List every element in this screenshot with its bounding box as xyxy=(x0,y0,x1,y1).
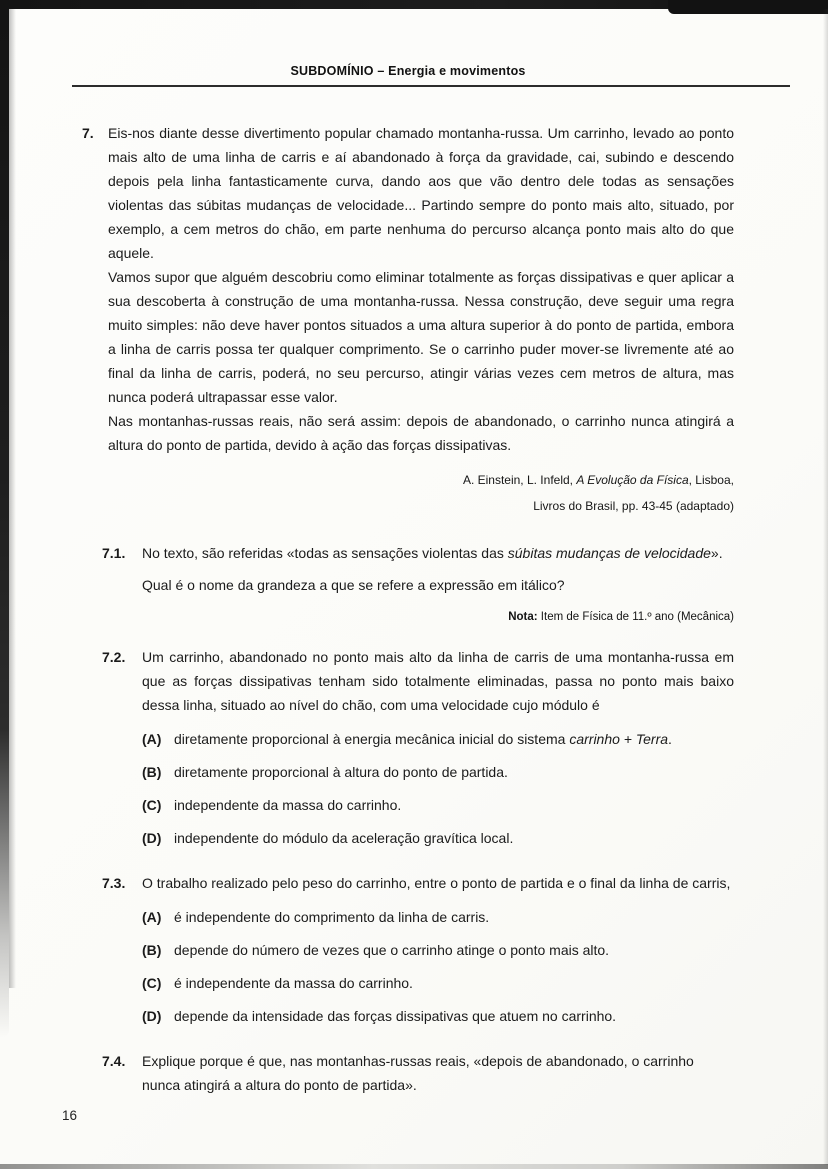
question-7 xyxy=(82,121,734,457)
question-7-3-stem: O trabalho realizado pelo peso do carrinho, entre o ponto de partida e o final da linha de carris, xyxy=(142,875,731,891)
option-a-pre: diretamente proporcional à energia mecânica inicial do sistema xyxy=(174,731,570,747)
scan-edge-bottom xyxy=(0,1164,828,1169)
option-label-d: (D) xyxy=(142,1008,162,1024)
option-7-3-a xyxy=(142,906,734,928)
header-title: SUBDOMÍNIO – Energia e movimentos xyxy=(290,64,526,78)
option-label-c: (C) xyxy=(142,975,162,991)
attribution xyxy=(82,467,734,519)
option-a-italic: carrinho + Terra xyxy=(569,731,669,747)
option-7-3-b xyxy=(142,939,734,961)
option-text-d: independente do módulo da aceleração gravítica local. xyxy=(174,830,514,846)
attribution-place: , Lisboa, xyxy=(688,473,734,487)
option-7-2-d xyxy=(142,827,734,849)
question-7-2-stem: Um carrinho, abandonado no ponto mais alto da linha de carris de uma montanha-russa em que as forças dissipativas tenham sido totalmente eliminadas, passa no ponto mais baixo dessa linha, situado ao nível do chão, com uma velocidade cujo módulo é xyxy=(142,649,734,713)
option-text-b: depende do número de vezes que o carrinho atinge o ponto mais alto. xyxy=(174,942,610,958)
question-7-1-line-1 xyxy=(142,541,734,565)
question-7-4-statement: Explique porque é que, nas montanhas-russas reais, «depois de abandonado, o carrinho nunca atingirá a altura do ponto de partida». xyxy=(142,1053,694,1093)
question-7-1-number: 7.1. xyxy=(102,545,126,561)
page-content xyxy=(82,0,734,1097)
option-text-a: é independente do comprimento da linha de carris. xyxy=(174,909,490,925)
question-7-paragraph-2: Vamos supor que alguém descobriu como eliminar totalmente as forças dissipativas e quer aplicar a sua descoberta à construção de uma montanha-russa. Nessa construção, deve seguir uma regra muito simples: não deve haver pontos situados a uma altura superior à do ponto de partida, embora a linha de carris possa ter qualquer comprimento. Se o carrinho puder mover-se livremente até ao final da linha de carris, poderá, no seu percurso, atingir várias vezes cem metros de altura, mas nunca poderá ultrapassar esse valor. xyxy=(108,269,734,405)
option-text-c: é independente da massa do carrinho. xyxy=(174,975,413,991)
attribution-line-2: Livros do Brasil, pp. 43-45 (adaptado) xyxy=(533,499,734,513)
question-7-4-text xyxy=(142,1049,734,1097)
option-text-c: independente da massa do carrinho. xyxy=(174,797,402,813)
page-header xyxy=(82,64,734,87)
option-7-2-c xyxy=(142,794,734,816)
option-label-c: (C) xyxy=(142,797,162,813)
quote-italic: súbitas mudanças de velocidade xyxy=(507,545,711,561)
attribution-line-1 xyxy=(82,467,734,493)
option-label-b: (B) xyxy=(142,942,162,958)
question-7-1-text xyxy=(142,541,734,597)
question-7-3 xyxy=(102,871,734,1027)
option-label-b: (B) xyxy=(142,764,162,780)
question-7-3-text xyxy=(142,871,734,1027)
question-7-number: 7. xyxy=(82,125,94,141)
question-7-2-text xyxy=(142,645,734,849)
scan-edge-right xyxy=(823,9,828,1165)
question-7-3-options xyxy=(142,906,734,1027)
question-7-1 xyxy=(102,541,734,597)
option-7-2-b xyxy=(142,761,734,783)
option-7-3-d xyxy=(142,1005,734,1027)
option-text-a xyxy=(174,728,734,750)
option-a-post: . xyxy=(668,731,672,747)
option-7-2-a xyxy=(142,728,734,750)
option-text-d: depende da intensidade das forças dissipativas que atuem no carrinho. xyxy=(174,1008,617,1024)
question-7-1-line-2: Qual é o nome da grandeza a que se refere a expressão em itálico? xyxy=(142,577,565,593)
option-7-3-c xyxy=(142,972,734,994)
quote-post: ». xyxy=(710,545,723,561)
option-label-d: (D) xyxy=(142,830,162,846)
book-title: A Evolução da Física xyxy=(576,473,689,487)
question-7-4 xyxy=(102,1049,734,1097)
header-rule xyxy=(72,85,790,87)
nota-text: Item de Física de 11.º ano (Mecânica) xyxy=(537,611,734,623)
question-7-paragraph-1: Eis-nos diante desse divertimento popular chamado montanha-russa. Um carrinho, levado ao ponto mais alto de uma linha de carris e aí abandonado à força da gravidade, cai, subindo e descendo depois pela linha fantasticamente curva, dando aos que vão dentro dele todas as sensações violentas das súbitas mudanças de velocidade... Partindo sempre do ponto mais alto, situado, por exemplo, a cem metros do chão, em parte nenhuma do percurso alcança ponto mais alto do que aquele. xyxy=(108,125,734,261)
quote-pre: No texto, são referidas «todas as sensações violentas das xyxy=(142,545,508,561)
question-7-text xyxy=(108,121,734,457)
page-number: 16 xyxy=(62,1108,78,1123)
nota-label: Nota: xyxy=(508,611,538,623)
question-7-3-number: 7.3. xyxy=(102,875,126,891)
option-label-a: (A) xyxy=(142,909,162,925)
scan-edge-left xyxy=(0,8,9,1038)
question-7-2-number: 7.2. xyxy=(102,649,126,665)
question-7-4-number: 7.4. xyxy=(102,1053,126,1069)
option-label-a: (A) xyxy=(142,731,162,747)
question-7-2 xyxy=(102,645,734,849)
option-text-b: diretamente proporcional à altura do ponto de partida. xyxy=(174,764,508,780)
attribution-authors: A. Einstein, L. Infeld, xyxy=(462,473,577,487)
scan-edge-left-shadow xyxy=(9,8,16,988)
question-7-2-options xyxy=(142,728,734,849)
question-7-paragraph-3: Nas montanhas-russas reais, não será assim: depois de abandonado, o carrinho nunca atingirá a altura do ponto de partida, devido à ação das forças dissipativas. xyxy=(108,413,734,453)
nota-line xyxy=(82,611,734,623)
